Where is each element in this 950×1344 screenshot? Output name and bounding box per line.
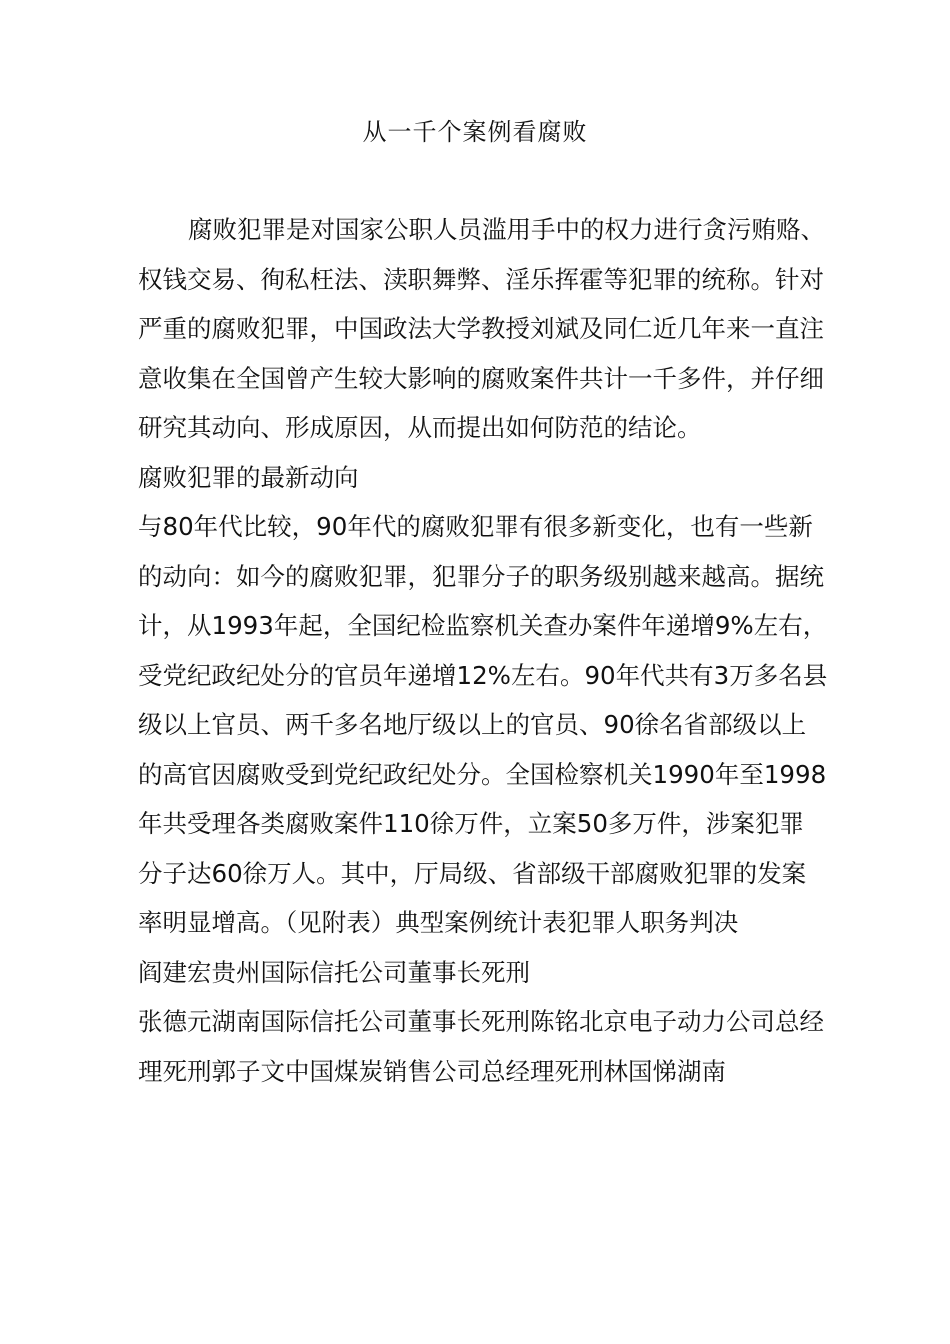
intro-paragraph: 腐败犯罪是对国家公职人员滥用手中的权力进行贪污贿赂、权钱交易、徇私枉法、渎职舞弊、淫乐挥霍等犯罪的统称。针对严重的腐败犯罪，中国政法大学教授刘斌及同仁近几年来一直注意收集在全国曾产生较大影响的腐败案件共计一千多件，并仔细研究其动向、形成原因，从而提出如何防范的结论。 xyxy=(138,215,825,442)
case-list-paragraph: 张德元湖南国际信托公司董事长死刑陈铭北京电子动力公司总经理死刑郭子文中国煤炭销售公司总经理死刑林国悌湖南 xyxy=(138,1007,824,1086)
trend-paragraph: 与80年代比较，90年代的腐败犯罪有很多新变化，也有一些新的动向：如今的腐败犯罪，犯罪分子的职务级别越来越高。据统计，从1993年起，全国纪检监察机关查办案件年递增9%左右，受党纪政纪处分的官员年递增12%左右。90年代共有3万多名县级以上官员、两千多名地厅级以上的官员、90徐名省部级以上的高官因腐败受到党纪政纪处分。全国检察机关1990年至1998年共受理各类腐败案件110徐万件，立案50多万件，涉案犯罪分子达60徐万人。其中，厅局级、省部级干部腐败犯罪的发案率明显增高。（见附表）典型案例统计表犯罪人职务判决 xyxy=(138,512,828,937)
section-heading: 腐败犯罪的最新动向 xyxy=(138,462,359,492)
document-body xyxy=(138,205,828,1096)
document-title: 从一千个案例看腐败 xyxy=(362,118,588,146)
case-list-line: 阎建宏贵州国际信托公司董事长死刑 xyxy=(138,957,530,987)
